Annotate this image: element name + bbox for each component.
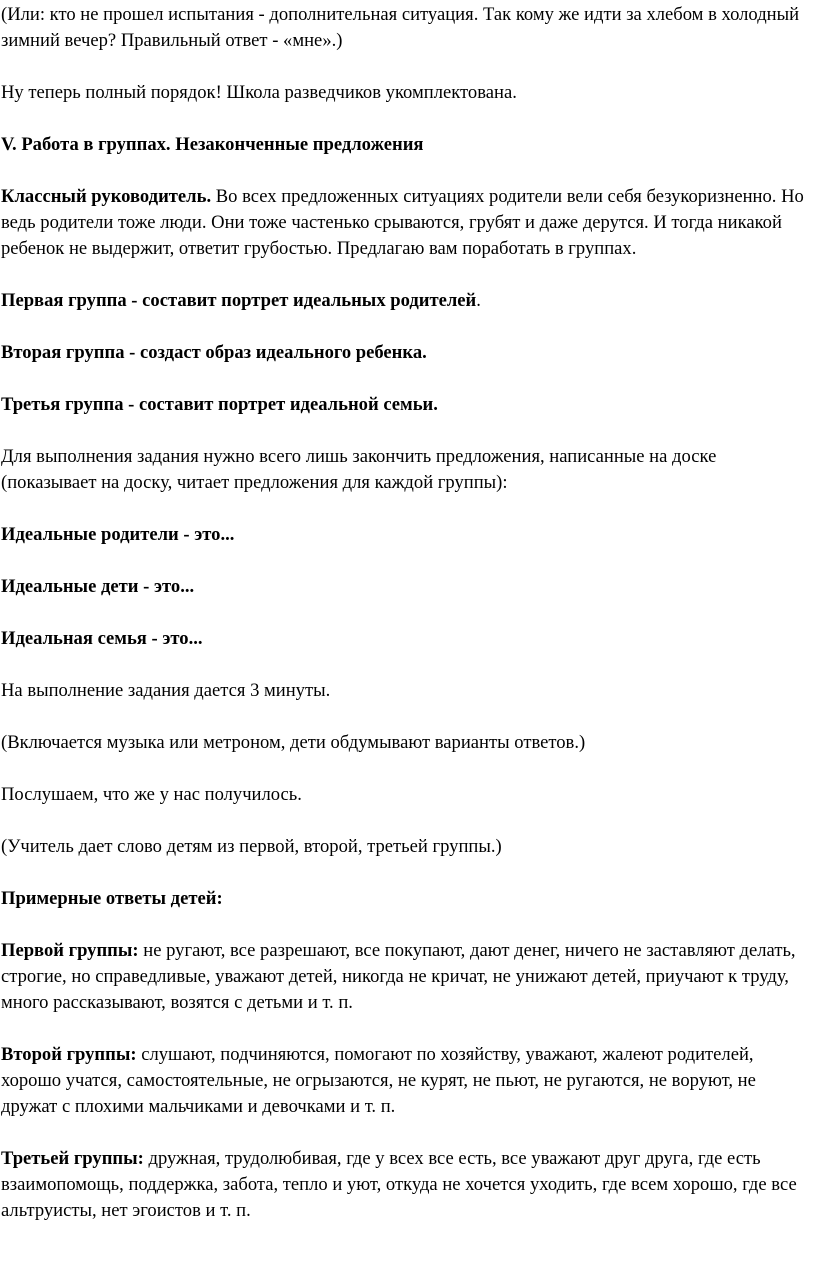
paragraph-instructions: Для выполнения задания нужно всего лишь закончить предложения, написанные на доске (показывает на доску, читает предложения для каждой группы):: [1, 446, 717, 493]
answer-group3-label: Третьей группы:: [1, 1148, 144, 1169]
paragraph-alternative-situation: (Или: кто не прошел испытания - дополнительная ситуация. Так кому же идти за хлебом в холодный зимний вечер? Правильный ответ - «мне».): [1, 4, 800, 51]
answer-group1: [1, 938, 812, 1016]
sentence-ideal-parents: [1, 522, 812, 548]
sentence-ideal-family: [1, 626, 812, 652]
answer-group3: [1, 1146, 812, 1224]
sentence-ideal-children: [1, 574, 812, 600]
group1-task-period: .: [476, 290, 481, 311]
answer-group1-label: Первой группы:: [1, 940, 139, 961]
group2-task-text: Вторая группа - создаст образ идеального ребенка.: [1, 342, 427, 363]
paragraph-teacher: [1, 184, 812, 262]
group1-task-text: Первая группа - составит портрет идеальных родителей: [1, 290, 477, 311]
group3-task-text: Третья группа - составит портрет идеальной семьи.: [1, 394, 438, 415]
teacher-label: Классный руководитель.: [1, 186, 212, 207]
section-heading: [1, 132, 812, 158]
answer-group2: [1, 1042, 812, 1120]
sentence-ideal-family-text: Идеальная семья - это...: [1, 628, 203, 649]
answer-group2-label: Второй группы:: [1, 1044, 137, 1065]
answer-group1-text: не ругают, все разрешают, все покупают, дают денег, ничего не заставляют делать, строгие, но справедливые, уважают детей, никогда не кричат, не унижают детей, приучают к труду, много рассказывают, возятся с детьми и т. п.: [1, 940, 796, 1013]
answers-heading: [1, 886, 812, 912]
group2-task: [1, 340, 812, 366]
paragraph-time-limit: На выполнение задания дается 3 минуты.: [1, 680, 331, 701]
paragraph-teacher-gives-word: (Учитель дает слово детям из первой, второй, третьей группы.): [1, 836, 502, 857]
teacher-text: Во всех предложенных ситуациях родители вели себя безукоризненно. Но ведь родители тоже люди. Они тоже частенько срываются, грубят и даже дерутся. И тогда никакой ребенок не выдержит, ответит грубостью. Предлагаю вам поработать в группах.: [1, 186, 804, 259]
paragraph-music-note: (Включается музыка или метроном, дети обдумывают варианты ответов.): [1, 732, 586, 753]
answer-group3-text: дружная, трудолюбивая, где у всех все есть, все уважают друг друга, где есть взаимопомощь, поддержка, забота, тепло и уют, откуда не хочется уходить, где всем хорошо, где все альтруисты, нет эгоистов и т. п.: [1, 1148, 797, 1221]
group1-task: [1, 288, 812, 314]
sentence-ideal-children-text: Идеальные дети - это...: [1, 576, 195, 597]
sentence-ideal-parents-text: Идеальные родители - это...: [1, 524, 235, 545]
answer-group2-text: слушают, подчиняются, помогают по хозяйству, уважают, жалеют родителей, хорошо учатся, самостоятельные, не огрызаются, не курят, не пьют, не ругаются, не воруют, не дружат с плохими мальчиками и девочками и т. п.: [1, 1044, 756, 1117]
group3-task: [1, 392, 812, 418]
answers-heading-text: Примерные ответы детей:: [1, 888, 223, 909]
paragraph-listen: Послушаем, что же у нас получилось.: [1, 784, 302, 805]
paragraph-school-complete: Ну теперь полный порядок! Школа разведчиков укомплектована.: [1, 82, 517, 103]
section-heading-text: V. Работа в группах. Незаконченные предложения: [1, 134, 424, 155]
